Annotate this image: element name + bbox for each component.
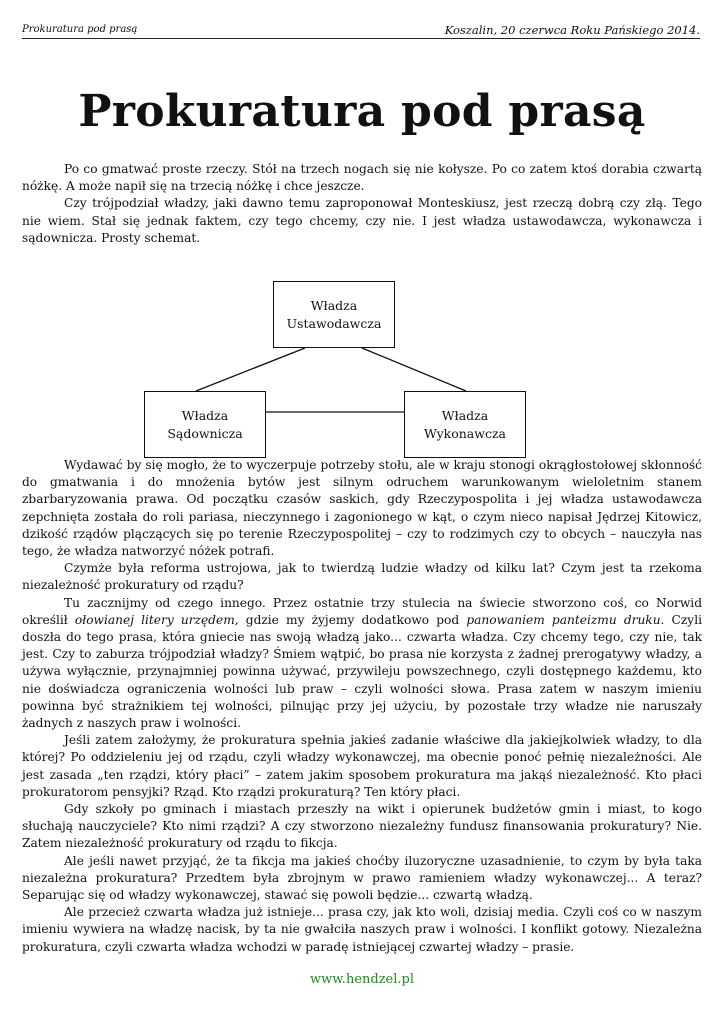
connector-legislative-judicial	[196, 348, 305, 391]
intro-section	[22, 161, 702, 247]
header-date: Koszalin, 20 czerwca Roku Pańskiego 2014.	[444, 23, 700, 37]
quote-emphasis: ołowianej litery urzędem	[74, 612, 235, 627]
paragraph: Gdy szkoły po gminach i miastach przeszły na wikt i opierunek budżetów gmin i miast, to kogo słuchają nauczyciele? Kto nimi rządzi? A czy stworzono niezależny fundusz finansowania prokuratury? Nie. Zatem niezależność prokuratury od rządu to fikcja.	[22, 802, 702, 851]
box-label: Władza	[310, 297, 358, 313]
text-run: . Czyli doszła do tego prasa, która gniecie nas swoją władzą jako... czwarta władza. Czy chcemy tego, czy nie, tak jest. Czy to zaburza trójpodział władzy? Śmiem wątpić, bo prasa nie korzysta z żadnej prerogatywy władzy, a używa wyłącznie, przynajmniej powinna używać, przywileju powszechnego, czyli dostępnego każdemu, kto nie doświadcza ograniczenia wolności lub praw – czyli wolności słowa. Prasa zatem w naszym imieniu powinna być strażnikiem tej wolności, pilnując przy jej użyciu, by pozostałe trzy władze nie naruszały żadnych z naszych praw i wolności.	[22, 612, 702, 731]
paragraph: Czy trójpodział władzy, jaki dawno temu zaproponował Monteskiusz, jest rzeczą dobrą czy złą. Tego nie wiem. Stał się jednak faktem, czy tego chcemy, czy nie. I jest władza ustawodawcza, wykonawcza i sądownicza. Prosty schemat.	[22, 196, 702, 245]
connector-legislative-executive	[362, 348, 466, 391]
paragraph	[22, 595, 702, 733]
judicial-box	[144, 391, 266, 458]
box-label: Wykonawcza	[424, 425, 506, 441]
quote-emphasis: panowaniem panteizmu druku	[466, 612, 661, 627]
paragraph: Czymże była reforma ustrojowa, jak to twierdzą ludzie władzy od kilku lat? Czym jest ta rzekoma niezależność prokuratury od rządu?	[22, 561, 702, 593]
paragraph: Ale przecież czwarta władza już istnieje... prasa czy, jak kto woli, dzisiaj media. Czyli coś co w naszym imieniu wywiera na władzę nacisk, by ta nie gwałciła naszych praw i wolności. I konflikt gotowy. Niezależna prokuratura, czyli czwarta władza wchodzi w paradę istniejącej czwartej władzy – prasie.	[22, 905, 702, 954]
box-label: Ustawodawcza	[286, 315, 382, 331]
power-diagram	[0, 275, 724, 465]
header-title: Prokuratura pod prasą	[22, 24, 138, 35]
box-label: Władza	[181, 407, 229, 423]
executive-box	[404, 391, 526, 458]
paragraph: Po co gmatwać proste rzeczy. Stół na trzech nogach się nie kołysze. Po co zatem ktoś dorabia czwartą nóżkę. A może napił się na trzecią nóżkę i chce jeszcze.	[22, 162, 702, 194]
text-run: Tu zacznijmy od czego innego. Przez ostatnie trzy stulecia na świecie stworzono coś, co Norwid określił	[22, 595, 702, 627]
paragraph: Wydawać by się mogło, że to wyczerpuje potrzeby stołu, ale w kraju stonogi okrągłostołowej skłonność do gmatwania i do mnożenia bytów jest silnym odruchem warunkowanym wieloletnim stanem zbarbaryzowania prawa. Od początku czasów saskich, gdy Rzeczypospolita i jej władza ustawodawcza zepchnięta została do roli pariasa, nieczynnego i zagonionego w kąt, o czym nieco napisał Jędrzej Kitowicz, dzikość rządów plączących się po terenie Rzeczypospolitej – czy to rodzimych czy to obcych – nauczyła nas tego, że władza natworzyć nóżek potrafi.	[22, 458, 702, 559]
box-label: Władza	[441, 407, 489, 423]
page-header	[22, 24, 700, 39]
paragraph: Ale jeśli nawet przyjąć, że ta fikcja ma jakieś choćby iluzoryczne uzasadnienie, to czym by była taka niezależna prokuratura? Przedtem była zbrojnym w prawo ramieniem władzy wykonawczej... A teraz? Separując się od władzy wykonawczej, stawać się powoli będzie... czwartą władzą.	[22, 853, 702, 903]
box-label: Sądownicza	[167, 425, 243, 441]
article-title: Prokuratura pod prasą	[78, 86, 646, 137]
text-run: , gdzie my żyjemy dodatkowo pod	[234, 612, 467, 627]
main-section	[22, 457, 702, 956]
footer-link[interactable]: www.hendzel.pl	[309, 972, 415, 987]
legislative-box	[273, 281, 395, 348]
paragraph: Jeśli zatem założymy, że prokuratura spełnia jakieś zadanie właściwe dla jakiejkolwiek władzy, to dla której? Po oddzieleniu jej od rządu, czyli władzy wykonawczej, ma obecnie ponoć pełnię niezależności. Ale jest zasada „ten rządzi, który płaci” – zatem jakim sposobem prokuratura ma jakąś niezależność. Kto płaci prokuratorom pensyjki? Rząd. Kto rządzi prokuraturą? Ten który płaci.	[22, 733, 702, 799]
